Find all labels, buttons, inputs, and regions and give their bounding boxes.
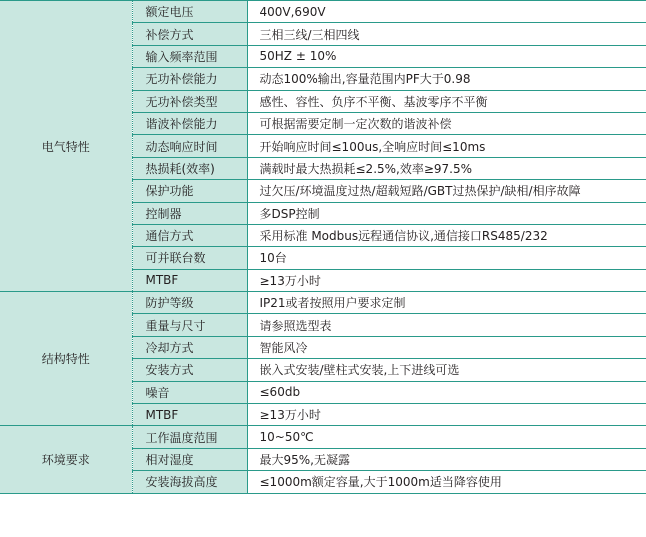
value-cell: 可根据需要定制一定次数的谐波补偿: [247, 112, 646, 134]
param-cell: 补偿方式: [132, 23, 247, 45]
param-cell: 谐波补偿能力: [132, 112, 247, 134]
param-cell: 输入频率范围: [132, 45, 247, 67]
table-row: [0, 426, 646, 448]
param-cell: 相对湿度: [132, 448, 247, 470]
value-cell: 感性、容性、负序不平衡、基波零序不平衡: [247, 90, 646, 112]
value-cell: 满载时最大热损耗≤2.5%,效率≥97.5%: [247, 157, 646, 179]
table-row: [0, 292, 646, 314]
value-cell: 50HZ ± 10%: [247, 45, 646, 67]
value-cell: 采用标准 Modbus远程通信协议,通信接口RS485/232: [247, 224, 646, 246]
param-cell: 无功补偿类型: [132, 90, 247, 112]
spec-table-body: [0, 1, 646, 494]
param-cell: MTBF: [132, 404, 247, 426]
value-cell: 开始响应时间≤100us,全响应时间≤10ms: [247, 135, 646, 157]
table-row: [0, 1, 646, 23]
value-cell: 400V,690V: [247, 1, 646, 23]
value-cell: ≤1000m额定容量,大于1000m适当降容使用: [247, 471, 646, 493]
param-cell: 保护功能: [132, 180, 247, 202]
value-cell: 动态100%输出,容量范围内PF大于0.98: [247, 68, 646, 90]
value-cell: ≥13万小时: [247, 404, 646, 426]
param-cell: 热损耗(效率): [132, 157, 247, 179]
param-cell: 控制器: [132, 202, 247, 224]
value-cell: 三相三线/三相四线: [247, 23, 646, 45]
value-cell: 智能风冷: [247, 336, 646, 358]
category-cell: 电气特性: [0, 1, 132, 292]
param-cell: 防护等级: [132, 292, 247, 314]
value-cell: 嵌入式安装/壁柱式安装,上下进线可选: [247, 359, 646, 381]
param-cell: 安装海拔高度: [132, 471, 247, 493]
category-cell: 环境要求: [0, 426, 132, 493]
param-cell: 可并联台数: [132, 247, 247, 269]
value-cell: 多DSP控制: [247, 202, 646, 224]
value-cell: 请参照选型表: [247, 314, 646, 336]
param-cell: 安装方式: [132, 359, 247, 381]
value-cell: 10台: [247, 247, 646, 269]
value-cell: ≥13万小时: [247, 269, 646, 291]
param-cell: 冷却方式: [132, 336, 247, 358]
param-cell: 额定电压: [132, 1, 247, 23]
param-cell: 噪音: [132, 381, 247, 403]
param-cell: 重量与尺寸: [132, 314, 247, 336]
param-cell: 通信方式: [132, 224, 247, 246]
category-cell: 结构特性: [0, 292, 132, 426]
param-cell: 动态响应时间: [132, 135, 247, 157]
value-cell: 最大95%,无凝露: [247, 448, 646, 470]
value-cell: IP21或者按照用户要求定制: [247, 292, 646, 314]
value-cell: 过欠压/环境温度过热/超载短路/GBT过热保护/缺相/相序故障: [247, 180, 646, 202]
param-cell: MTBF: [132, 269, 247, 291]
value-cell: ≤60db: [247, 381, 646, 403]
param-cell: 无功补偿能力: [132, 68, 247, 90]
param-cell: 工作温度范围: [132, 426, 247, 448]
value-cell: 10~50℃: [247, 426, 646, 448]
